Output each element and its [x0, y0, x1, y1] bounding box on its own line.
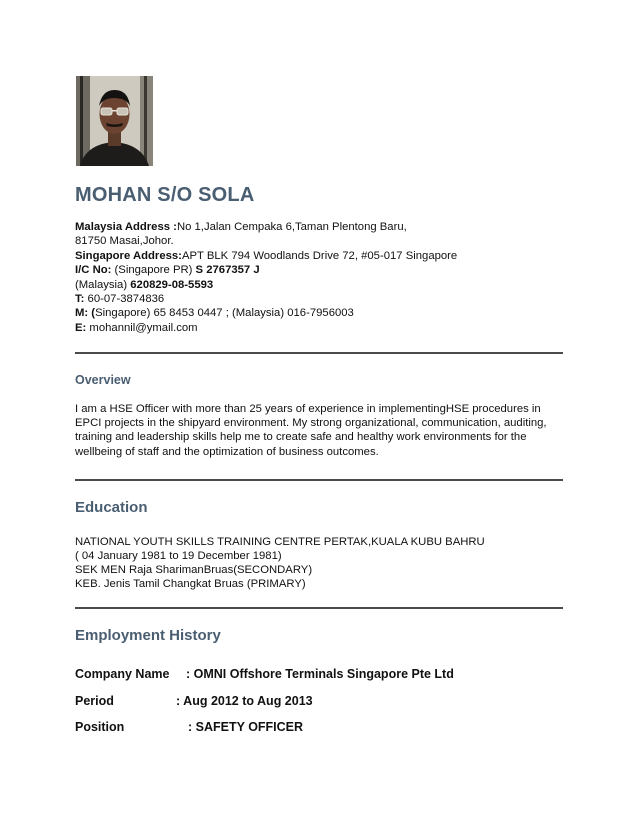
education-line: KEB. Jenis Tamil Changkat Bruas (PRIMARY) [75, 578, 306, 590]
candidate-name: MOHAN S/O SOLA [75, 184, 255, 206]
profile-photo [76, 76, 153, 166]
period-label: Period [75, 694, 114, 708]
person-portrait-icon [76, 76, 153, 166]
education-line: SEK MEN Raja SharimanBruas(SECONDARY) [75, 564, 313, 576]
education-list [75, 535, 485, 591]
ic-number-singapore: S 2767357 J [195, 264, 260, 277]
education-line: NATIONAL YOUTH SKILLS TRAINING CENTRE PERTAK,KUALA KUBU BAHRU [75, 536, 485, 548]
mobile-value: Singapore) 65 8453 0447 ; (Malaysia) 016-7956003 [95, 307, 354, 320]
education-line: ( 04 January 1981 to 19 December 1981) [75, 550, 282, 562]
company-label: Company Name [75, 667, 170, 681]
section-divider [75, 479, 563, 481]
ic-label: I/C No: [75, 264, 112, 277]
singapore-address [75, 249, 555, 263]
malaysia-address-line-2: 81750 Masai,Johor. [75, 235, 174, 248]
mobile [75, 306, 555, 320]
email-label: E: [75, 321, 87, 334]
position-value: : SAFETY OFFICER [188, 720, 304, 734]
period-value: : Aug 2012 to Aug 2013 [176, 694, 313, 708]
ic-number-line-2 [75, 278, 555, 292]
telephone-label: T: [75, 293, 85, 306]
section-divider [75, 352, 563, 354]
ic-value: (Singapore PR) [111, 264, 196, 277]
malaysia-address-value: No 1,Jalan Cempaka 6,Taman Plentong Baru, [176, 221, 407, 233]
malaysia-address-label: Malaysia Address : [75, 221, 177, 233]
singapore-address-value: APT BLK 794 Woodlands Drive 72, #05-017 Singapore [181, 249, 458, 262]
telephone-value: 60-07-3874836 [84, 293, 165, 306]
overview-text: I am a HSE Officer with more than 25 years of experience in implementingHSE procedures in EPCI projects in the shipyard environment. My strong organizational, communication, auditing, training and leadership skills help me to create safe and healthy work environments for the wellbeing of staff and the optimization of business outcomes. [75, 403, 547, 458]
education-heading: Education [75, 499, 148, 516]
position-label: Position [75, 720, 125, 734]
ic-number [75, 263, 555, 277]
telephone [75, 292, 555, 306]
company-value: : OMNI Offshore Terminals Singapore Pte Ltd [186, 667, 454, 681]
ic-number-malaysia: 620829-08-5593 [130, 278, 214, 291]
email-value: mohannil@ymail.com [86, 321, 198, 334]
mobile-label: M: ( [75, 307, 96, 320]
employment-heading: Employment History [75, 627, 221, 644]
ic-value-2: (Malaysia) [75, 278, 131, 291]
singapore-address-label: Singapore Address: [75, 249, 182, 262]
contact-block [75, 220, 555, 335]
email [75, 321, 555, 335]
malaysia-address [75, 220, 555, 234]
overview-heading: Overview [75, 373, 131, 387]
section-divider [75, 607, 563, 609]
